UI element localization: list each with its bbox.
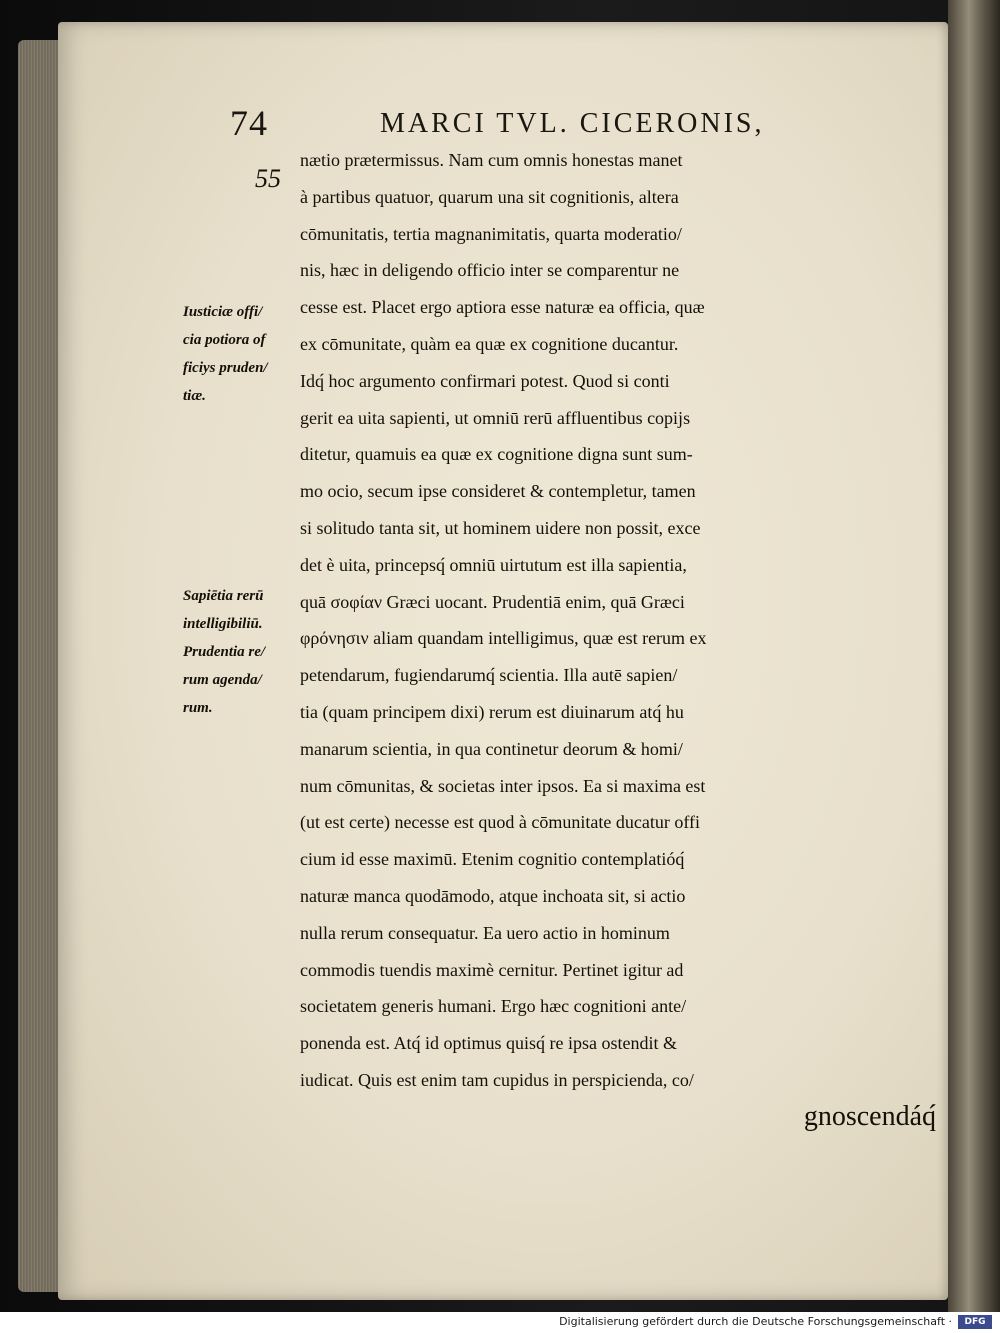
margin-note-line: Iusticiæ offi/ xyxy=(183,304,263,320)
text-line: societatem generis humani. Ergo hæc cognitioni ante/ xyxy=(300,996,687,1017)
margin-note-line: rum. xyxy=(183,700,213,716)
text-line: à partibus quatuor, quarum una sit cognitionis, altera xyxy=(300,186,679,207)
section-number: 55 xyxy=(255,164,281,193)
text-line: gerit ea uita sapienti, ut omniū rerū affluentibus copijs xyxy=(300,407,691,428)
text-line: mo ocio, secum ipse consideret & contempletur, tamen xyxy=(300,481,696,502)
running-head xyxy=(230,100,810,143)
text-line: nis, hæc in deligendo officio inter se comparentur ne xyxy=(300,260,680,281)
margin-note-line: ficiys pruden/ xyxy=(183,360,268,376)
text-line: tia (quam principem dixi) rerum est diuinarum atq́ hu xyxy=(300,701,684,722)
text-line: quā σοφίαν Græci uocant. Prudentiā enim, quā Græci xyxy=(300,591,685,612)
margin-note-line: rum agenda/ xyxy=(183,672,262,688)
text-line: manarum scientia, in qua continetur deorum & homi/ xyxy=(300,738,683,759)
text-line: Idq́ hoc argumento confirmari potest. Quod si conti xyxy=(300,370,670,391)
text-line: cōmunitatis, tertia magnanimitatis, quarta moderatio/ xyxy=(300,223,682,244)
text-line: petendarum, fugiendarumq́ scientia. Illa autē sapien/ xyxy=(300,665,678,686)
text-line: ponenda est. Atq́ id optimus quisq́ re ipsa ostendit & xyxy=(300,1033,677,1054)
margin-note-wisdom xyxy=(183,582,295,722)
margin-note-line: tiæ. xyxy=(183,388,206,404)
margin-note-line: cia potiora of xyxy=(183,332,266,348)
page-number: 74 xyxy=(230,103,268,143)
book-page-edges xyxy=(18,40,58,1292)
margin-note-justice xyxy=(183,298,295,410)
text-line: nætio prætermissus. Nam cum omnis honestas manet xyxy=(300,150,683,170)
book-binding-edge xyxy=(948,0,1000,1312)
body-text xyxy=(300,142,942,1136)
text-line: (ut est certe) necesse est quod à cōmunitate ducatur offi xyxy=(300,812,701,833)
funding-credit: Digitalisierung gefördert durch die Deutsche Forschungsgemeinschaft · xyxy=(559,1315,952,1328)
dfg-logo-icon: DFG xyxy=(958,1315,992,1329)
margin-note-line: Prudentia re/ xyxy=(183,644,266,660)
text-line: det è uita, princepsq́ omniū uirtutum est illa sapientia, xyxy=(300,554,687,575)
text-line: nulla rerum consequatur. Ea uero actio in hominum xyxy=(300,922,670,943)
text-line: num cōmunitas, & societas inter ipsos. Ea si maxima est xyxy=(300,775,706,796)
text-line: cesse est. Placet ergo aptiora esse naturæ ea officia, quæ xyxy=(300,297,705,318)
text-line: φρόνησιν aliam quandam intelligimus, quæ est rerum ex xyxy=(300,628,707,649)
text-line: si solitudo tanta sit, ut hominem uidere non possit, exce xyxy=(300,517,701,538)
digitization-footer xyxy=(0,1312,1000,1333)
text-line: naturæ manca quodāmodo, atque inchoata sit, si actio xyxy=(300,885,686,906)
text-line: ex cōmunitate, quàm ea quæ ex cognitione ducantur. xyxy=(300,333,679,354)
text-line: commodis tuendis maximè cernitur. Pertinet igitur ad xyxy=(300,959,684,980)
margin-note-line: intelligibiliū. xyxy=(183,616,263,632)
text-line: cium id esse maximū. Etenim cognitio contemplatióq́ xyxy=(300,849,685,870)
catchword: gnoscendáq́ xyxy=(803,1100,936,1132)
running-head-title: MARCI TVL. CICERONIS, xyxy=(380,108,765,139)
text-line: ditetur, quamuis ea quæ ex cognitione digna sunt sum- xyxy=(300,444,693,465)
margin-note-line: Sapiētia rerū xyxy=(183,588,264,604)
text-line: iudicat. Quis est enim tam cupidus in perspicienda, co/ xyxy=(300,1069,694,1090)
